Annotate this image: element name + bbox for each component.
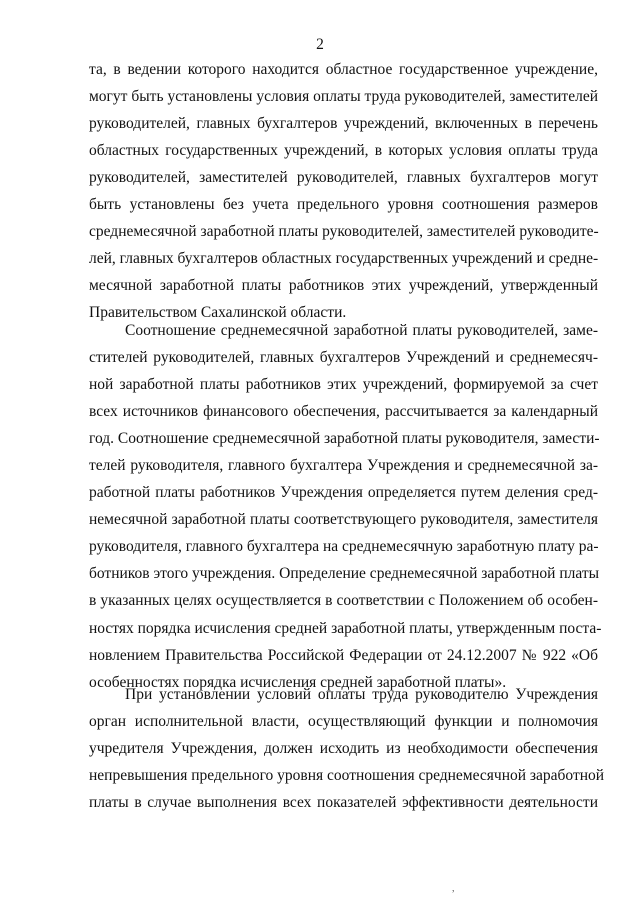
text-line: ной заработной платы работников этих учреждений, формируемой за счет: [89, 376, 598, 394]
text-line: руководителей, главных бухгалтеров учреждений, включенных в перечень: [89, 115, 598, 133]
paragraph-2: [89, 317, 602, 696]
text-line: платы в случае выполнения всех показателей эффективности деятельности: [89, 794, 598, 812]
text-line: орган исполнительной власти, осуществляющий функции и полномочия: [89, 713, 598, 731]
text-line: областных государственных учреждений, в которых условия оплаты труда: [89, 142, 598, 160]
paragraph-1: [89, 56, 598, 326]
text-line: особенностях порядка исчисления средней заработной платы».: [89, 673, 507, 691]
text-line: При установлении условий оплаты труда руководителю Учреждения: [125, 686, 598, 703]
text-line: учредителя Учреждения, должен исходить из необходимости обеспечения: [89, 740, 598, 758]
text-line: месячной заработной платы работников этих учреждений, утвержденный: [89, 277, 598, 295]
text-line: в указанных целях осуществляется в соответствии с Положением об особен-: [89, 592, 598, 610]
text-line: стителей руководителей, главных бухгалтеров Учреждений и среднемесяч-: [89, 349, 598, 367]
text-line: среднемесячной заработной платы руководителей, заместителей руководите-: [89, 223, 599, 241]
text-line: немесячной заработной платы соответствующего руководителя, заместителя: [89, 511, 598, 529]
text-line: Соотношение среднемесячной заработной платы руководителей, заме-: [125, 322, 598, 339]
text-line: непревышения предельного уровня соотношения среднемесячной заработной: [89, 767, 605, 785]
text-line: та, в ведении которого находится областное государственное учреждение,: [89, 61, 598, 78]
text-line: быть установлены без учета предельного уровня соотношения размеров: [89, 196, 598, 214]
scan-mark: ,: [452, 883, 455, 894]
text-line: могут быть установлены условия оплаты труда руководителей, заместителей: [89, 88, 598, 106]
text-line: лей, главных бухгалтеров областных государственных учреждений и средне-: [89, 250, 599, 268]
text-line: руководителя, главного бухгалтера на среднемесячную заработную плату ра-: [89, 538, 599, 556]
text-line: руководителей, заместителей руководителей, главных бухгалтеров могут: [89, 169, 598, 187]
text-line: ботников этого учреждения. Определение среднемесячной заработной платы: [89, 565, 600, 583]
text-line: ностях порядка исчисления средней заработной платы, утвержденным поста-: [89, 619, 602, 637]
text-line: телей руководителя, главного бухгалтера Учреждения и среднемесячной за-: [89, 457, 598, 475]
text-line: новлением Правительства Российской Федерации от 24.12.2007 № 922 «Об: [89, 646, 598, 664]
text-line: Правительством Сахалинской области.: [89, 304, 347, 322]
page-number: 2: [316, 36, 324, 53]
paragraph-3: [89, 681, 605, 816]
text-line: год. Соотношение среднемесячной заработной платы руководителя, замести-: [89, 430, 600, 448]
text-line: работной платы работников Учреждения определяется путем деления сред-: [89, 484, 598, 502]
text-line: всех источников финансового обеспечения, рассчитывается за календарный: [89, 403, 598, 421]
